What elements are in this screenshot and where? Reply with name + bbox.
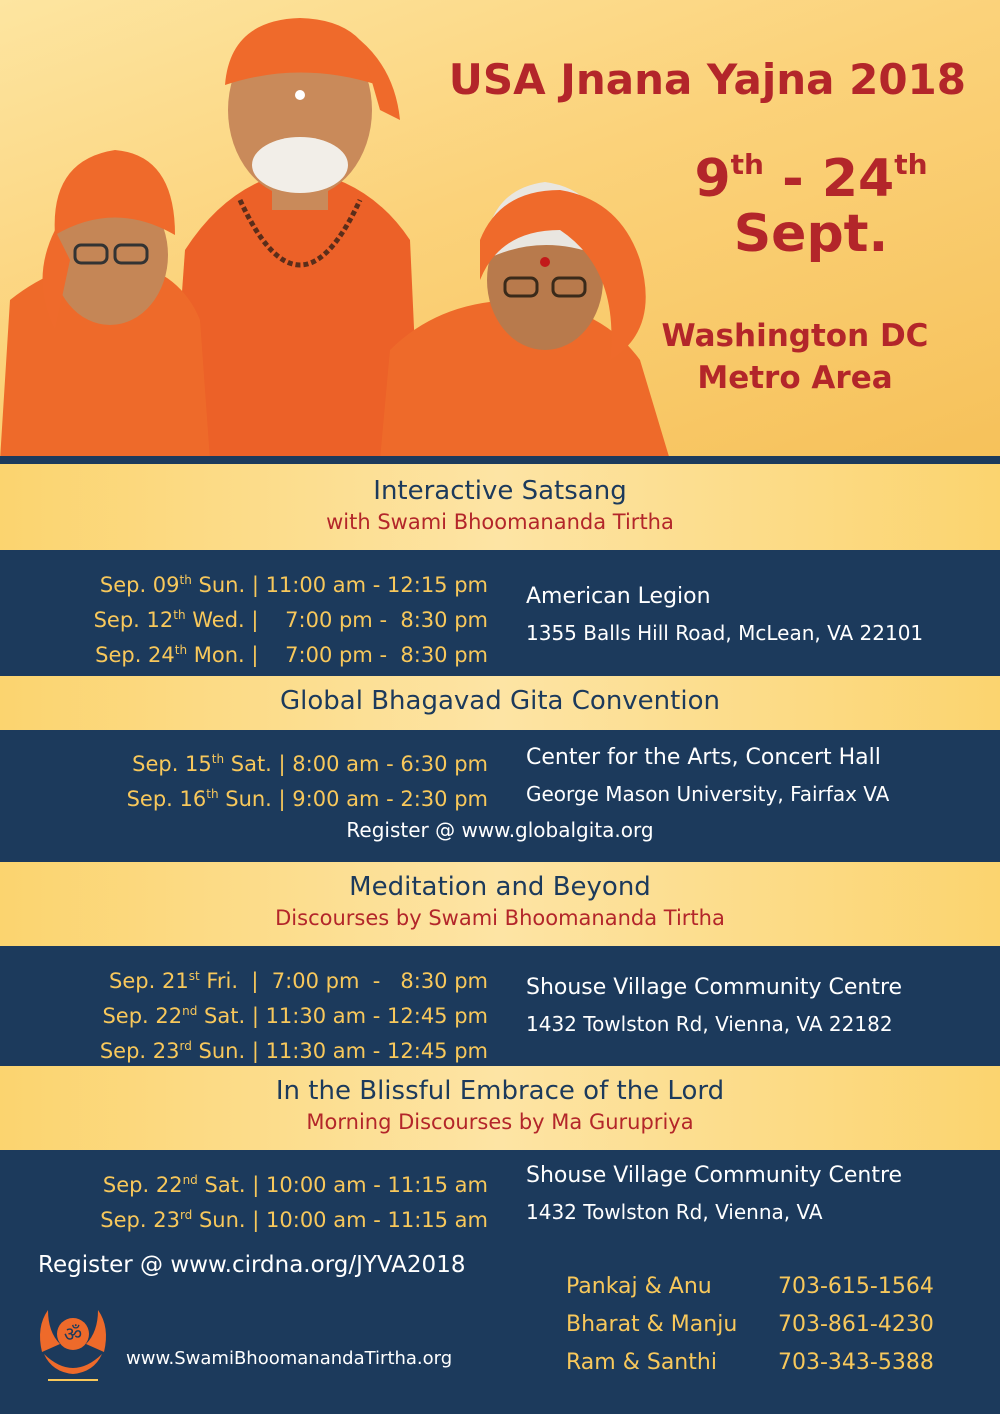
venue-name: Shouse Village Community Centre xyxy=(526,975,903,1000)
contact-phone[interactable]: 703-343-5388 xyxy=(778,1350,934,1375)
session-row: Sep. 22nd Sat. | 10:00 am - 11:15 am xyxy=(102,1173,488,1197)
contact-phone[interactable]: 703-615-1564 xyxy=(778,1274,934,1299)
contact-phone[interactable]: 703-861-4230 xyxy=(778,1312,934,1337)
satsang-times xyxy=(94,565,488,670)
venue-name: American Legion xyxy=(526,584,711,609)
date-end-suffix: th xyxy=(894,148,928,181)
hero-banner xyxy=(0,0,1000,460)
contact-row xyxy=(566,1344,934,1382)
contact-name: Ram & Santhi xyxy=(566,1350,717,1375)
session-row: Sep. 12th Wed. | 7:00 pm - 8:30 pm xyxy=(93,608,488,632)
session-row: Sep. 16th Sun. | 9:00 am - 2:30 pm xyxy=(126,787,488,811)
satsang-title: Interactive Satsang xyxy=(373,476,627,506)
gita-schedule xyxy=(0,730,1000,862)
session-row: Sep. 23rd Sun. | 11:30 am - 12:45 pm xyxy=(99,1039,488,1063)
session-row: Sep. 24th Mon. | 7:00 pm - 8:30 pm xyxy=(95,643,488,667)
embrace-subtitle: Morning Discourses by Ma Gurupriya xyxy=(306,1110,694,1134)
satsang-subtitle: with Swami Bhoomananda Tirtha xyxy=(326,510,674,534)
gita-register-link[interactable]: Register @ www.globalgita.org xyxy=(346,818,654,842)
location-line-2: Metro Area xyxy=(697,359,893,396)
meditation-subtitle: Discourses by Swami Bhoomananda Tirtha xyxy=(275,906,725,930)
venue-name: Shouse Village Community Centre xyxy=(526,1163,903,1188)
svg-text:ॐ: ॐ xyxy=(63,1322,83,1346)
date-end: 24 xyxy=(821,149,895,209)
gita-title: Global Bhagavad Gita Convention xyxy=(280,686,720,716)
meditation-venue xyxy=(526,970,902,1042)
embrace-times xyxy=(100,1165,488,1235)
session-row: Sep. 22nd Sat. | 11:30 am - 12:45 pm xyxy=(102,1004,488,1028)
date-start-suffix: th xyxy=(730,148,764,181)
venue-address: George Mason University, Fairfax VA xyxy=(526,782,890,806)
date-start: 9 xyxy=(694,149,731,209)
contact-row xyxy=(566,1306,934,1344)
embrace-venue xyxy=(526,1158,902,1230)
venue-name: Center for the Arts, Concert Hall xyxy=(526,745,881,770)
event-title: USA Jnana Yajna 2018 xyxy=(448,55,966,104)
contact-name: Pankaj & Anu xyxy=(566,1274,712,1299)
contact-row xyxy=(566,1268,934,1306)
satsang-venue xyxy=(526,579,923,651)
gita-venue xyxy=(526,740,889,812)
meditation-schedule xyxy=(0,946,1000,1066)
session-row: Sep. 23rd Sun. | 10:00 am - 11:15 am xyxy=(100,1208,488,1232)
om-flame-logo-icon xyxy=(34,1302,112,1382)
meditation-title: Meditation and Beyond xyxy=(349,872,651,902)
venue-address: 1355 Balls Hill Road, McLean, VA 22101 xyxy=(526,621,924,645)
meditation-header xyxy=(0,862,1000,946)
gita-header xyxy=(0,676,1000,730)
embrace-header xyxy=(0,1066,1000,1150)
gita-times xyxy=(127,744,488,814)
cirdna-register-link[interactable]: Register @ www.cirdna.org/JYVA2018 xyxy=(38,1252,466,1278)
divider-rule xyxy=(0,456,1000,464)
meditation-times xyxy=(100,961,488,1066)
date-month: Sept. xyxy=(733,203,889,264)
contact-name: Bharat & Manju xyxy=(566,1312,738,1337)
session-row: Sep. 09th Sun. | 11:00 am - 12:15 pm xyxy=(99,573,488,597)
embrace-title: In the Blissful Embrace of the Lord xyxy=(275,1076,725,1106)
venue-address: 1432 Towlston Rd, Vienna, VA xyxy=(526,1200,823,1224)
date-separator: - xyxy=(782,149,804,209)
session-row: Sep. 15th Sat. | 8:00 am - 6:30 pm xyxy=(132,752,488,776)
event-dates xyxy=(666,148,956,264)
event-location xyxy=(650,316,940,400)
satsang-schedule xyxy=(0,550,1000,676)
satsang-header xyxy=(0,464,1000,550)
location-line-1: Washington DC xyxy=(661,318,929,354)
venue-address: 1432 Towlston Rd, Vienna, VA 22182 xyxy=(526,1012,893,1036)
contact-list xyxy=(566,1268,934,1382)
swami-website-link[interactable]: www.SwamiBhoomanandaTirtha.org xyxy=(126,1348,453,1369)
session-row: Sep. 21st Fri. | 7:00 pm - 8:30 pm xyxy=(109,969,488,993)
